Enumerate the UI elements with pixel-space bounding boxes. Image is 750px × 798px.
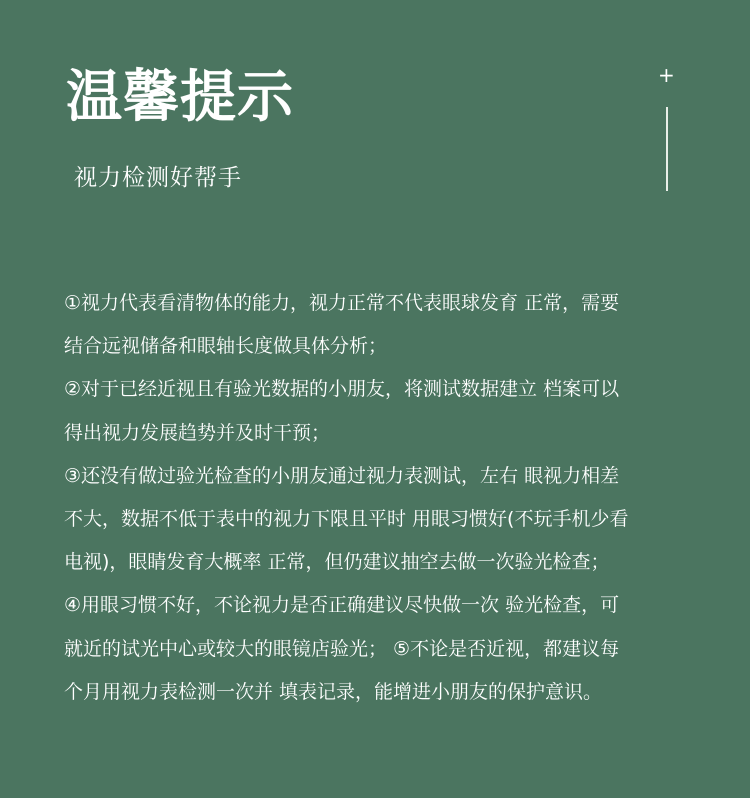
tip-line: ③还没有做过验光检查的小朋友通过视力表测试，左右 眼视力相差 [64,464,620,487]
tip-line: 就近的试光中心或较大的眼镜店验光； ⑤不论是否近视，都建议每 [64,637,620,660]
plus-icon: + [658,63,675,87]
tip-line: 结合远视储备和眼轴长度做具体分析； [64,335,388,358]
tip-line: 电视)，眼睛发育大概率 正常，但仍建议抽空去做一次验光检查； [64,551,610,574]
tip-line: ④用眼习惯不好，不论视力是否正确建议尽快做一次 验光检查，可 [64,594,620,617]
tip-line: ②对于已经近视且有验光数据的小朋友，将测试数据建立 档案可以 [64,378,620,401]
decorative-divider [666,107,668,191]
tip-line: 得出视力发展趋势并及时干预； [64,421,331,444]
page-subtitle: 视力检测好帮手 [74,165,242,191]
tip-line: 不大，数据不低于表中的视力下限且平时 用眼习惯好(不玩手机少看 [64,507,629,530]
tip-line: ①视力代表看清物体的能力，视力正常不代表眼球发育 正常，需要 [64,292,620,314]
tips-paragraph [64,282,699,714]
tip-line: 个月用视力表检测一次并 填表记录，能增进小朋友的保护意识。 [64,680,603,703]
page-title: 温馨提示 [66,65,294,130]
